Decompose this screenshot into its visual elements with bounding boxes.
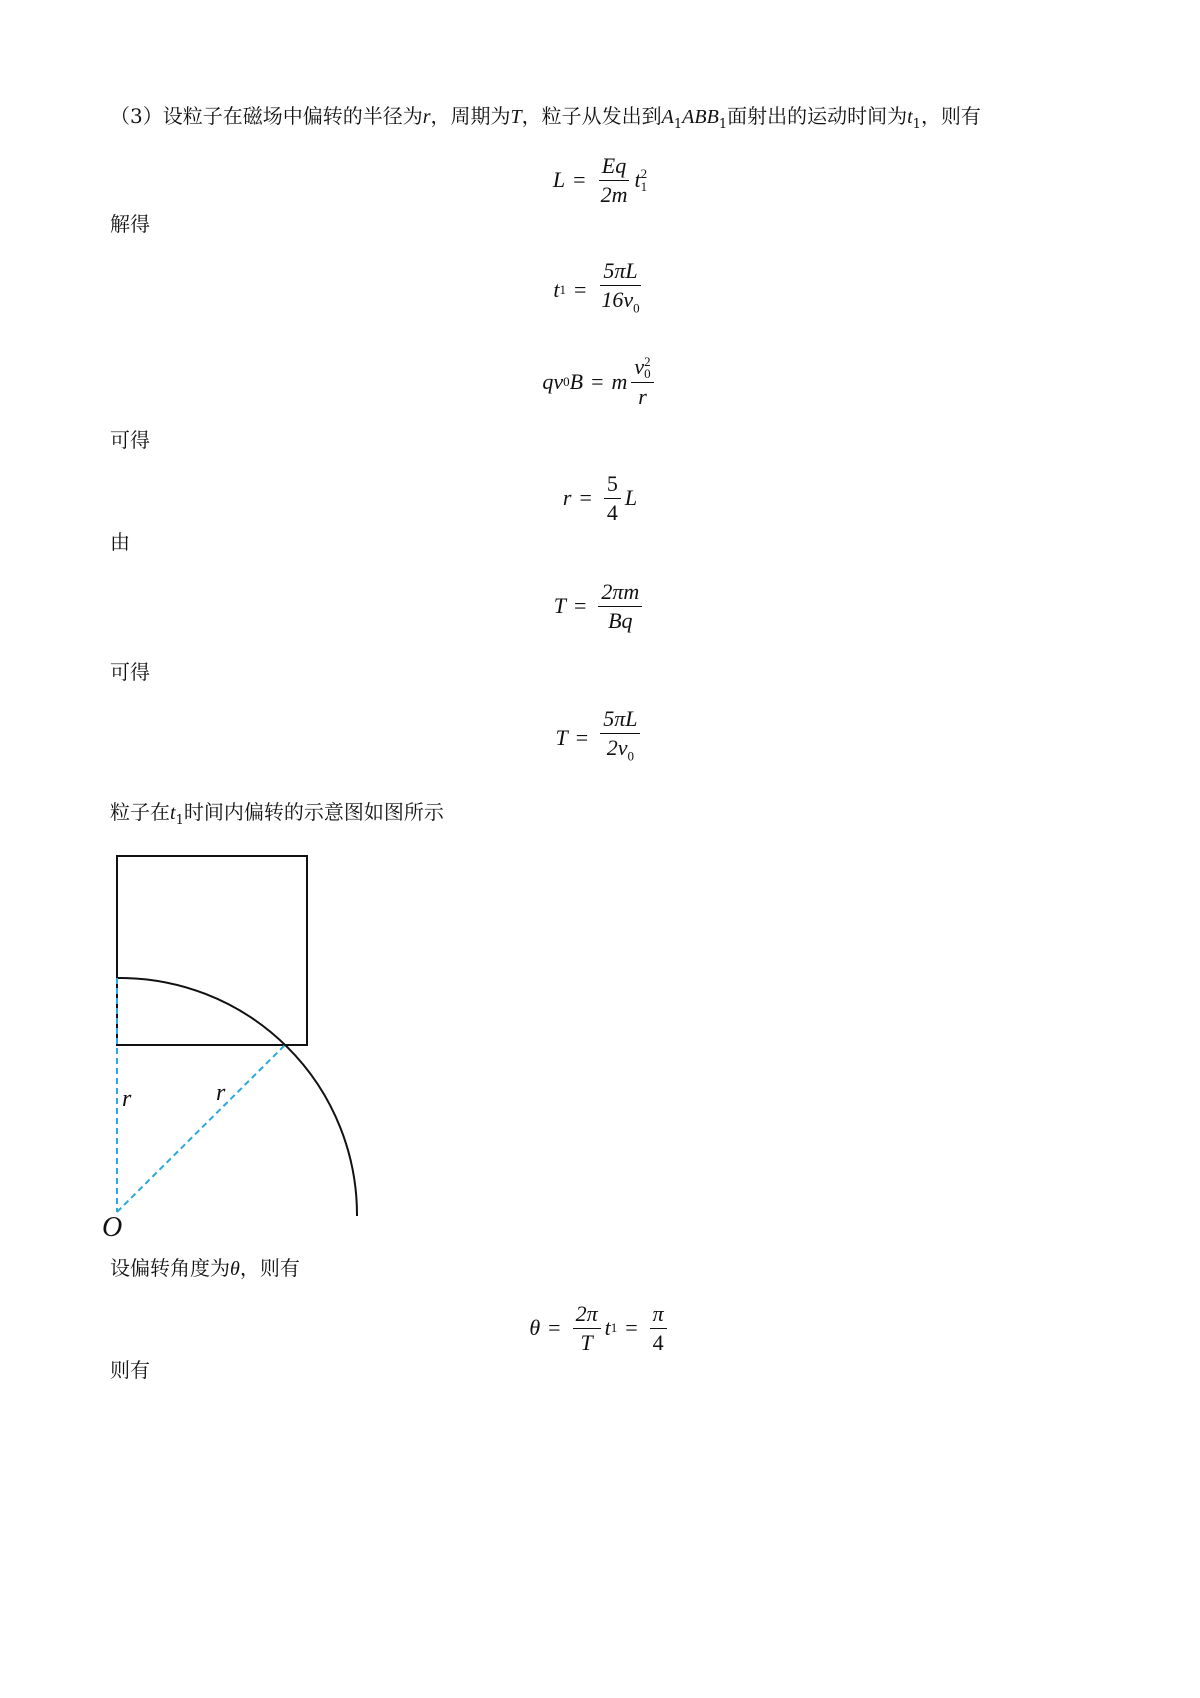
text-you: 由 xyxy=(110,530,130,554)
text-kede-1: 可得 xyxy=(110,428,150,452)
trajectory-arc xyxy=(117,978,357,1216)
magnetic-field-square xyxy=(117,856,307,1045)
label-origin: O xyxy=(102,1212,123,1243)
radius-diagonal xyxy=(117,1045,285,1212)
text-kede-2: 可得 xyxy=(110,660,150,684)
equation-t1: t 1 = $\frac{5\pi L}{16v_0}$ xyxy=(553,258,640,316)
intro-sentence: （3）设粒子在磁场中偏转的半径为r，周期为T，粒子从发出到$A_1ABB_1$面射出的运动时间为$t_1$，则有 xyxy=(110,104,981,132)
equation-theta: θ = $\frac{2\pi}{T}$ t 1 = $\frac{\pi}{4}$ xyxy=(0,1296,1200,1360)
equation-r: r = $\frac{5}{4}$ L xyxy=(562,470,638,525)
equation-T-general: T = $\frac{2\pi m}{Bq}$ xyxy=(0,574,1200,638)
deflection-diagram xyxy=(100,850,400,1250)
equation-T: T = $\frac{5\pi L}{2v_0}$ xyxy=(0,706,1200,770)
label-r-left: r xyxy=(122,1086,132,1112)
text-zeyou: 则有 xyxy=(110,1358,150,1382)
figure-intro: 粒子在$t_1$时间内偏转的示意图如图所示 xyxy=(110,800,444,828)
equation-L: L = $\frac{Eq}{2m}$ t 2 1 xyxy=(552,152,648,207)
theta-intro: 设偏转角度为θ，则有 xyxy=(110,1256,300,1280)
equation-lorentz: qv 0 B = m v 2 0 r xyxy=(0,350,1200,414)
text-jiede: 解得 xyxy=(110,212,150,236)
label-r-diagonal: r xyxy=(216,1080,226,1106)
